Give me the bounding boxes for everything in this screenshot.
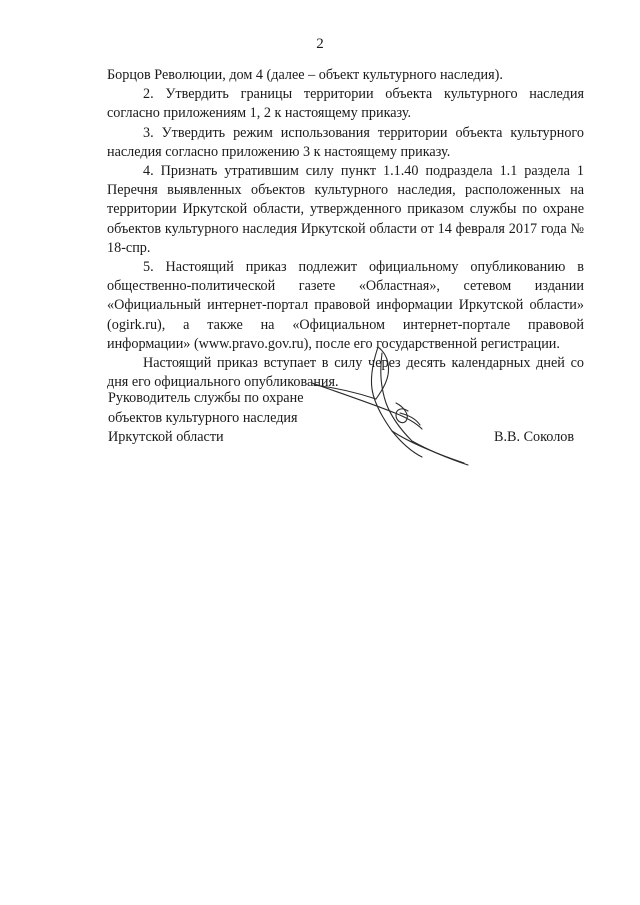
signer-position-line: Руководитель службы по охране	[108, 390, 304, 406]
paragraph-effective-date: Настоящий приказ вступает в силу через десять календарных дней со дня его официального опубликования.	[107, 355, 584, 391]
signer-name: В.В. Соколов	[494, 429, 575, 445]
paragraph-item-4: 4. Признать утратившим силу пункт 1.1.40 подраздела 1.1 раздела 1 Перечня выявленных объектов культурного наследия, расположенных на территории Иркутской области, утвержденного приказом службы по охране объектов культурного наследия Иркутской области от 14 февраля 2017 года № 18-спр.	[107, 163, 584, 256]
paragraph-item-3: 3. Утвердить режим использования территории объекта культурного наследия согласно приложению 3 к настоящему приказу.	[107, 124, 584, 160]
page-number: 2	[316, 36, 324, 52]
paragraph-item-2: 2. Утвердить границы территории объекта культурного наследия согласно приложениям 1, 2 к настоящему приказу.	[107, 86, 584, 122]
signer-position-line: объектов культурного наследия	[108, 409, 298, 426]
paragraph-continuation: Борцов Революции, дом 4 (далее – объект культурного наследия).	[107, 67, 503, 83]
signer-position-line: Иркутской области	[108, 429, 224, 445]
paragraph-item-5: 5. Настоящий приказ подлежит официальному опубликованию в общественно-политической газете «Областная», сетевом издании «Официальный интернет-портал правовой информации Иркутской области» (ogirk.ru), а также на «Официальном интернет-портале правовой информации» (www.pravo.gov.ru), после его государственной регистрации.	[107, 259, 584, 352]
handwritten-signature	[300, 345, 475, 470]
document-body	[107, 66, 584, 392]
signer-position	[108, 389, 304, 448]
